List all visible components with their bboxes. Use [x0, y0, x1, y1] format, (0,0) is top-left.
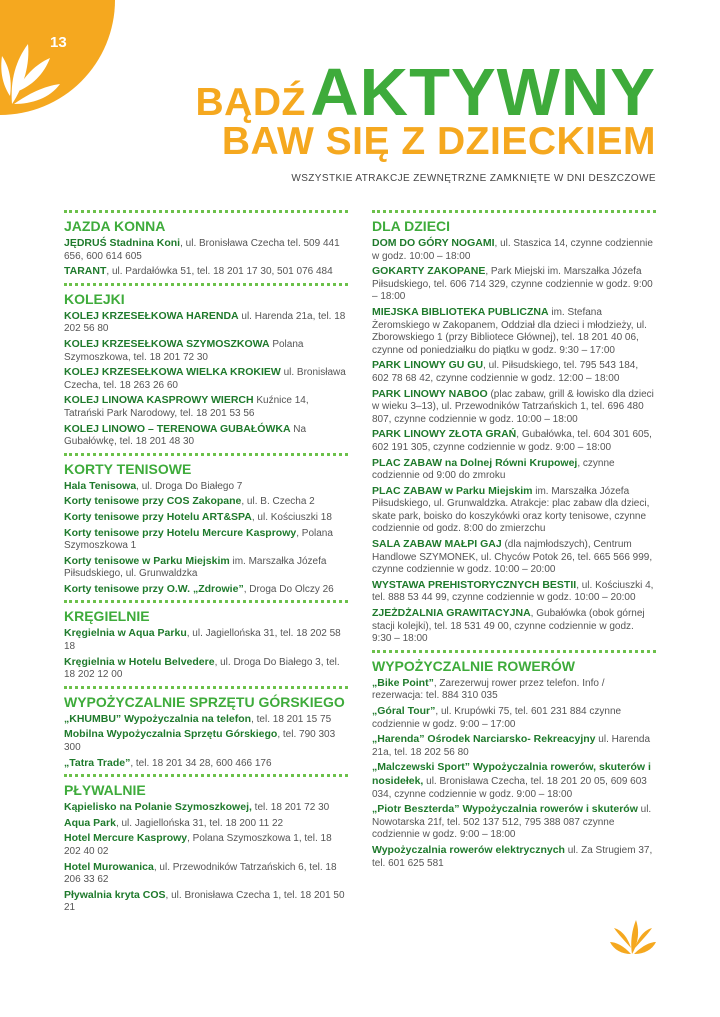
venue-details: , Gubałówka, tel. 604 301 605, 602 191 305, czynne codziennie w godz. 9:00 – 18:00 — [372, 429, 652, 453]
list-item — [372, 265, 656, 304]
venue-details: tel. 18 201 72 30 — [251, 802, 330, 814]
venue-name: Korty tenisowe w Parku Miejskim — [64, 554, 230, 567]
page-title-line2: BAW SIĘ Z DZIECKIEM — [221, 120, 656, 163]
section-title: WYPOŻYCZALNIE SPRZĘTU GÓRSKIEGO — [64, 693, 345, 710]
list-item — [64, 423, 348, 449]
list-item — [372, 485, 656, 536]
dotted-divider — [64, 210, 348, 213]
venue-name: PARK LINOWY ZŁOTA GRAŃ — [372, 428, 517, 441]
list-item — [64, 817, 348, 831]
venue-details: , ul. Bronisława Czecha tel. 509 441 656, 600 614 605 — [64, 238, 340, 262]
venue-details: , ul. Piłsudskiego, tel. 795 543 184, 602 78 68 42, czynne codziennie w godz. 12:00 – 18:00 — [372, 360, 639, 384]
venue-details: (plac zabaw, grill & łowisko dla dzieci w wieku 3–13), ul. Przewodników Tatrzańskich 1, tel. 696 480 807, czynne codziennie w godz. 10:00 – 18:00 — [372, 388, 654, 425]
list-item — [64, 366, 348, 392]
section-title: KOLEJKI — [64, 290, 125, 307]
venue-details: ul. Bronisława Czecha, tel. 18 201 20 05, 609 603 034, czynne codziennie w godz. 9:00 – 18:00 — [372, 775, 647, 800]
venue-details: ul. Harenda 21a, tel. 18 202 56 80 — [372, 734, 651, 758]
venue-details: , ul. Droga Do Białego 3, tel. 18 202 12 00 — [64, 656, 340, 681]
list-item — [64, 338, 348, 364]
page-subtitle: WSZYSTKIE ATRAKCJE ZEWNĘTRZNE ZAMKNIĘTE W DNI DESZCZOWE — [291, 173, 656, 184]
dotted-divider — [64, 600, 348, 603]
section-title: PŁYWALNIE — [64, 782, 146, 799]
venue-details: , ul. Pardałówka 51, tel. 18 201 17 30, 501 076 484 — [106, 266, 333, 278]
section-kolejki — [64, 283, 348, 449]
wheat-leaf-icon — [610, 912, 656, 958]
section-kregielnie — [64, 600, 348, 681]
venue-details: , ul. Bronisława Czecha 1, tel. 18 201 50 21 — [64, 889, 345, 914]
venue-details: , Gubałówka (obok górnej stacji kolejki), tel. 18 531 49 00, czynne codziennie w godz. 9:30 – 18:00 — [372, 608, 645, 645]
venue-name: Wypożyczalnia rowerów elektrycznych — [372, 843, 565, 856]
venue-name: Kręgielnia w Hotelu Belvedere — [64, 655, 215, 668]
venue-name: GOKARTY ZAKOPANE — [372, 265, 486, 278]
title-word-aktywny: AKTYWNY — [310, 55, 656, 130]
venue-name: Aqua Park — [64, 816, 116, 829]
venue-details: im. Stefana Żeromskiego w Zakopanem, Oddział dla dzieci i młodzieży, ul. Zborowskiego 1 (przy Bibliotece Głównej), tel. 18 201 40 06, czynne od poniedziałku do piątku w godz. 9:30 – 17:00 — [372, 306, 647, 356]
list-item — [372, 457, 656, 483]
list-item — [64, 713, 348, 727]
venue-details: Polana Szymoszkowa, tel. 18 201 72 30 — [64, 338, 304, 363]
venue-name: KOLEJ KRZESEŁKOWA SZYMOSZKOWA — [64, 337, 270, 350]
venue-details: , ul. Przewodników Tatrzańskich 6, tel. 18 206 33 62 — [64, 861, 337, 886]
venue-name: Korty tenisowe przy COS Zakopane — [64, 495, 242, 508]
venue-name: „Bike Point” — [372, 676, 434, 689]
venue-name: Mobilna Wypożyczalnia Sprzętu Górskiego — [64, 728, 278, 741]
venue-details: , Zarezerwuj rower przez telefon. Info / rezerwacja: tel. 884 310 035 — [372, 677, 605, 702]
venue-name: KOLEJ KRZESEŁKOWA WIELKA KROKIEW — [64, 366, 281, 379]
venue-details: , tel. 18 201 34 28, 600 466 176 — [130, 757, 272, 769]
venue-name: KOLEJ LINOWO – TERENOWA GUBAŁÓWKA — [64, 422, 291, 435]
venue-name: „Piotr Beszterda” Wypożyczalnia rowerów i skuterów — [372, 803, 638, 816]
right-column — [372, 210, 656, 874]
venue-name: TARANT — [64, 265, 107, 278]
venue-details: im. Marszałka Józefa Piłsudskiego, ul. Grunwaldzka. Atrakcje: plac zabaw dla dzieci, skate park, boisko do koszykówki oraz korty tenisowe, czynne codziennie od godz. 8:00 do zmierzchu — [372, 485, 650, 535]
venue-details: Na Gubałówkę, tel. 18 201 48 30 — [64, 423, 307, 448]
venue-details: ul. Nowotarska 21f, tel. 502 137 512, 795 388 087 czynne codziennie w godz. 9:00 – 18:00 — [372, 804, 652, 841]
list-item — [64, 832, 348, 858]
list-item — [64, 583, 348, 597]
venue-name: KOLEJ LINOWA KASPROWY WIERCH — [64, 394, 254, 407]
list-item — [372, 844, 656, 870]
venue-name: Kręgielnia w Aqua Parku — [64, 627, 187, 640]
list-item — [64, 656, 348, 682]
section-jazda-konna — [64, 210, 348, 279]
venue-name: Korty tenisowe przy Hotelu ART&SPA — [64, 510, 252, 523]
venue-details: , Polana Szymoszkowa 1 — [64, 527, 333, 552]
list-item — [64, 555, 348, 581]
list-item — [372, 359, 656, 385]
section-title: JAZDA KONNA — [64, 218, 166, 234]
list-item — [64, 728, 348, 754]
dotted-divider — [64, 774, 348, 777]
venue-details: , ul. Krupówki 75, tel. 601 231 884 czynne codziennie w godz. 9:00 – 17:00 — [372, 706, 622, 730]
title-word-badz: BĄDŹ — [195, 81, 306, 124]
venue-name: ZJEŻDŻALNIA GRAWITACYJNA — [372, 607, 531, 620]
venue-details: , czynne codziennie od 9:00 do zmroku — [372, 457, 615, 482]
venue-name: Pływalnia kryta COS — [64, 888, 166, 901]
list-item — [372, 761, 656, 801]
list-item — [372, 733, 656, 759]
list-item — [372, 237, 656, 263]
list-item — [64, 861, 348, 887]
venue-name: PARK LINOWY NABOO — [372, 387, 488, 400]
section-title: KRĘGIELNIE — [64, 608, 150, 625]
list-item — [372, 607, 656, 646]
list-item — [64, 511, 348, 525]
section-title: DLA DZIECI — [372, 218, 451, 234]
venue-details: , Park Miejski im. Marszałka Józefa Piłsudskiego, tel. 606 714 329, czynne codziennie w godz. 9:00 – 18:00 — [372, 266, 653, 303]
list-item — [372, 538, 656, 577]
venue-name: PARK LINOWY GU GU — [372, 359, 484, 372]
venue-details: , ul. Kościuszki 4, tel. 888 53 44 99, czynne codziennie w godz. 10:00 – 20:00 — [372, 579, 654, 604]
left-column — [64, 210, 348, 919]
venue-details: (dla najmłodszych), Centrum Handlowe SZYMONEK, ul. Chyców Potok 26, tel. 665 566 999, czynne codziennie w godz. 10:00 – 20:00 — [372, 539, 653, 576]
dotted-divider — [372, 650, 656, 653]
venue-name: JĘDRUŚ Stadnina Koni — [64, 237, 181, 249]
venue-details: , tel. 790 303 300 — [64, 729, 336, 754]
venue-details: , tel. 18 201 15 75 — [251, 713, 332, 725]
venue-name: Hotel Murowanica — [64, 860, 154, 873]
venue-name: PLAC ZABAW w Parku Miejskim — [372, 484, 533, 497]
list-item — [64, 237, 348, 263]
dotted-divider — [372, 210, 656, 213]
venue-details: , ul. Jagiellońska 31, tel. 18 202 58 18 — [64, 628, 341, 653]
venue-name: Korty tenisowe przy O.W. „Zdrowie” — [64, 582, 244, 595]
venue-name: DOM DO GÓRY NOGAMI — [372, 237, 495, 249]
venue-details: im. Marszałka Józefa Piłsudskiego, ul. Grunwaldzka — [64, 555, 327, 580]
list-item — [372, 803, 656, 842]
section-plywalnie — [64, 774, 348, 915]
venue-name: SALA ZABAW MAŁPI GAJ — [372, 538, 502, 551]
venue-name: Hala Tenisowa — [64, 479, 137, 492]
venue-name: PLAC ZABAW na Dolnej Równi Krupowej — [372, 456, 578, 469]
dotted-divider — [64, 686, 348, 689]
list-item — [372, 677, 656, 703]
venue-details: Kuźnice 14, Tatrański Park Narodowy, tel. 18 201 53 56 — [64, 395, 309, 419]
section-title: WYPOŻYCZALNIE ROWERÓW — [372, 657, 575, 674]
list-item — [64, 495, 348, 509]
list-item — [64, 757, 348, 771]
list-item — [64, 480, 348, 494]
list-item — [372, 388, 656, 427]
page-number: 13 — [50, 34, 67, 51]
venue-name: MIEJSKA BIBLIOTEKA PUBLICZNA — [372, 305, 549, 318]
list-item — [372, 428, 656, 454]
list-item — [372, 705, 656, 731]
list-item — [64, 627, 348, 653]
venue-name: Kąpielisko na Polanie Szymoszkowej, — [64, 801, 252, 814]
list-item — [372, 306, 656, 357]
venue-name: „KHUMBU” Wypożyczalnia na telefon — [64, 712, 252, 725]
venue-details: , ul. Staszica 14, czynne codziennie w godz. 10:00 – 18:00 — [372, 238, 653, 262]
venue-name: WYSTAWA PREHISTORYCZNYCH BESTII — [372, 578, 577, 591]
venue-name: KOLEJ KRZESEŁKOWA HARENDA — [64, 309, 239, 322]
venue-name: „Malczewski Sport” Wypożyczalnia rowerów, skuterów i nosidełek, — [372, 761, 651, 787]
venue-name: Korty tenisowe przy Hotelu Mercure Kasprowy — [64, 526, 297, 539]
list-item — [64, 889, 348, 915]
dotted-divider — [64, 453, 348, 456]
venue-details: , ul. Jagiellońska 31, tel. 18 200 11 22 — [115, 817, 284, 829]
section-korty-tenisowe — [64, 453, 348, 597]
section-wypozyczalnie-rowerow — [372, 650, 656, 870]
venue-name: „Harenda” Ośrodek Narciarsko- Rekreacyjny — [372, 733, 596, 746]
venue-details: , ul. Kościuszki 18 — [251, 511, 332, 523]
list-item — [64, 394, 348, 420]
venue-details: ul. Harenda 21a, tel. 18 202 56 80 — [64, 310, 346, 335]
venue-name: Hotel Mercure Kasprowy — [64, 832, 188, 845]
section-dla-dzieci — [372, 210, 656, 646]
venue-details: , Polana Szymoszkowa 1, tel. 18 202 40 02 — [64, 833, 332, 857]
section-title: KORTY TENISOWE — [64, 460, 192, 477]
venue-details: ul. Bronisława Czecha, tel. 18 263 26 60 — [64, 367, 346, 391]
list-item — [64, 310, 348, 336]
list-item — [64, 265, 348, 279]
list-item — [64, 527, 348, 553]
venue-details: , ul. B. Czecha 2 — [241, 496, 315, 508]
venue-details: , Droga Do Olczy 26 — [243, 583, 334, 595]
list-item — [64, 801, 348, 815]
venue-details: , ul. Droga Do Białego 7 — [136, 480, 243, 492]
section-wypozyczalnie-sprzetu-gorskiego — [64, 686, 348, 770]
page-corner-decoration — [0, 0, 115, 115]
list-item — [372, 579, 656, 605]
venue-name: „Góral Tour” — [372, 705, 436, 717]
dotted-divider — [64, 283, 348, 286]
venue-name: „Tatra Trade” — [64, 756, 131, 769]
venue-details: ul. Za Strugiem 37, tel. 601 625 581 — [372, 844, 653, 869]
